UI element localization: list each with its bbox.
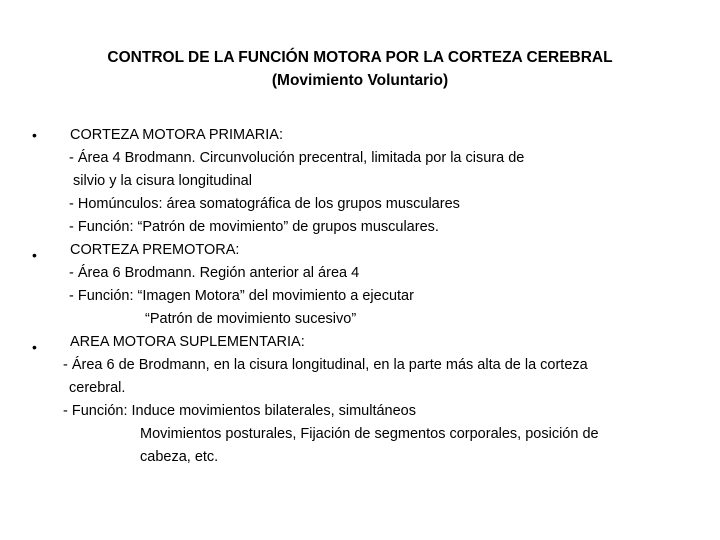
suplementaria-line-1: - Área 6 de Brodmann, en la cisura longitudinal, en la parte más alta de la corteza (63, 357, 588, 373)
title-line-2: (Movimiento Voluntario) (271, 72, 449, 89)
section-heading-suplementaria: AREA MOTORA SUPLEMENTARIA: (70, 334, 305, 350)
primaria-line-2: silvio y la cisura longitudinal (73, 173, 252, 189)
primaria-line-1: - Área 4 Brodmann. Circunvolución precentral, limitada por la cisura de (69, 150, 525, 166)
slide-title (0, 46, 720, 92)
section-heading-primaria: CORTEZA MOTORA PRIMARIA: (70, 127, 283, 143)
premotora-line-2: - Función: “Imagen Motora” del movimiento a ejecutar (69, 288, 414, 304)
suplementaria-line-4: Movimientos posturales, Fijación de segmentos corporales, posición de (140, 426, 599, 442)
premotora-line-3: “Patrón de movimiento sucesivo” (145, 311, 357, 327)
primaria-line-3: - Homúnculos: área somatográfica de los grupos musculares (69, 196, 460, 212)
title-line-1: CONTROL DE LA FUNCIÓN MOTORA POR LA CORTEZA CEREBRAL (107, 49, 613, 66)
bullet-1: • (32, 127, 37, 143)
suplementaria-line-5: cabeza, etc. (140, 449, 219, 465)
section-heading-premotora: CORTEZA PREMOTORA: (70, 242, 240, 258)
premotora-line-1: - Área 6 Brodmann. Región anterior al área 4 (69, 265, 360, 281)
suplementaria-line-3: - Función: Induce movimientos bilaterales, simultáneos (63, 403, 416, 419)
bullet-2: • (32, 247, 37, 263)
primaria-line-4: - Función: “Patrón de movimiento” de grupos musculares. (69, 219, 439, 235)
bullet-3: • (32, 339, 37, 355)
suplementaria-line-2: cerebral. (69, 380, 126, 396)
